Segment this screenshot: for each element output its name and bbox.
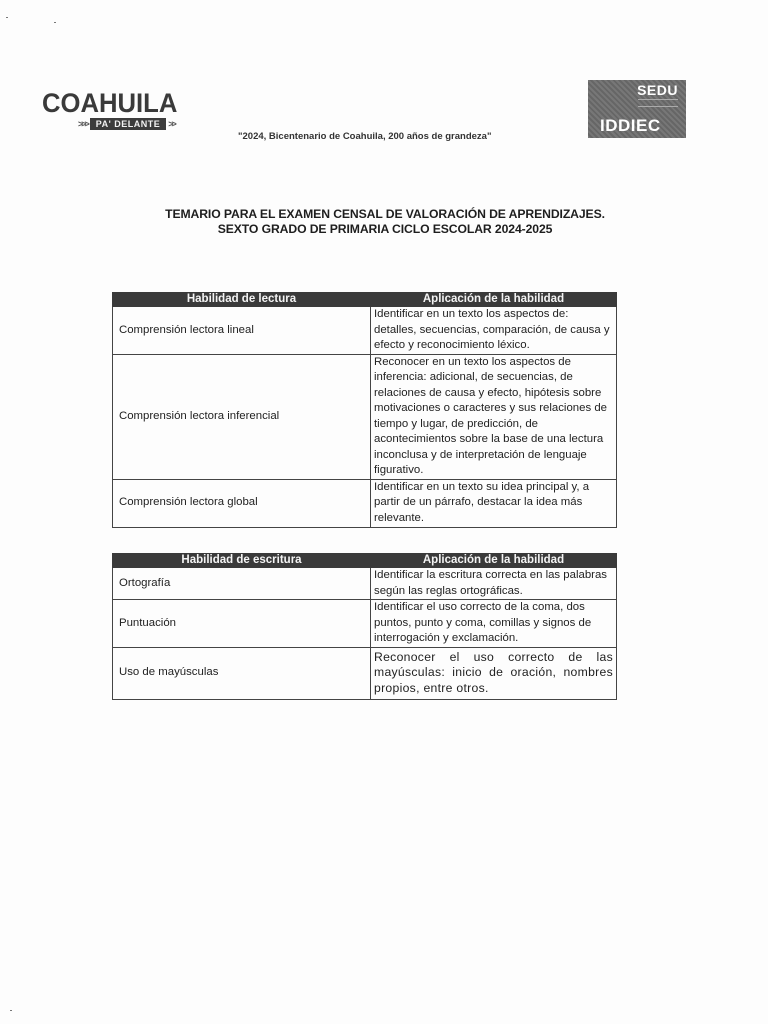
table-header-row: [113, 293, 617, 307]
skill-cell: Ortografía: [113, 568, 371, 600]
writing-skills-table: [112, 553, 617, 700]
coahuila-logo-wordmark: COAHUILA: [42, 88, 178, 118]
coahuila-logo-tag: [78, 118, 175, 130]
scan-speck: [6, 17, 8, 18]
skill-cell: Comprensión lectora lineal: [113, 307, 371, 355]
table-row: [113, 568, 617, 600]
skill-cell: Comprensión lectora global: [113, 479, 371, 527]
column-header-skill: Habilidad de escritura: [113, 554, 371, 568]
skill-cell: Comprensión lectora inferencial: [113, 354, 371, 479]
iddiec-label: IDDIEC: [600, 116, 661, 135]
application-cell: Identificar la escritura correcta en las palabras según las reglas ortográficas.: [371, 568, 617, 600]
skill-cell: Uso de mayúsculas: [113, 647, 371, 699]
skill-cell: Puntuación: [113, 600, 371, 648]
application-cell: Identificar el uso correcto de la coma, dos puntos, punto y coma, comillas y signos de interrogación y exclamación.: [371, 600, 617, 648]
motto: "2024, Bicentenario de Coahuila, 200 años de grandeza": [238, 131, 492, 142]
scan-speck: [54, 22, 56, 23]
column-header-skill: Habilidad de lectura: [113, 293, 371, 307]
application-cell: Reconocer el uso correcto de las mayúsculas: inicio de oración, nombres propios, entre otros.: [371, 647, 617, 699]
coahuila-logo: [42, 88, 202, 132]
column-header-application: Aplicación de la habilidad: [371, 554, 617, 568]
sedu-label: SEDU: [637, 82, 678, 98]
title-line-1: TEMARIO PARA EL EXAMEN CENSAL DE VALORACIÓN DE APRENDIZAJES.: [165, 207, 605, 221]
application-cell: Identificar en un texto los aspectos de: detalles, secuencias, comparación, de causa y efecto y reconocimiento léxico.: [371, 307, 617, 355]
chevrons-icon: >>>: [78, 119, 88, 129]
column-header-application: Aplicación de la habilidad: [371, 293, 617, 307]
table-row: [113, 307, 617, 355]
table-row: [113, 354, 617, 479]
application-cell: Identificar en un texto su idea principal y, a partir de un párrafo, destacar la idea más relevante.: [371, 479, 617, 527]
table-row: [113, 647, 617, 699]
table-header-row: [113, 554, 617, 568]
scan-speck: [10, 1010, 12, 1011]
coahuila-logo-tagline: PA' DELANTE: [90, 118, 166, 130]
sedu-iddiec-logo: [588, 80, 686, 138]
sedu-subtext-lines: [638, 99, 678, 107]
document-title: [110, 207, 660, 237]
title-line-2: SEXTO GRADO DE PRIMARIA CICLO ESCOLAR 2024-2025: [217, 222, 553, 236]
table-row: [113, 600, 617, 648]
application-cell: Reconocer en un texto los aspectos de inferencia: adicional, de secuencias, de relaciones de causa y efecto, hipótesis sobre motivaciones o caracteres y sus relaciones de tiempo y lugar, de predicción, de acontecimientos sobre la base de una lectura inconclusa y de interpretación de lenguaje figurativo.: [371, 354, 617, 479]
chevrons-icon: >>: [168, 119, 175, 129]
table-row: [113, 479, 617, 527]
reading-skills-table: [112, 292, 617, 528]
